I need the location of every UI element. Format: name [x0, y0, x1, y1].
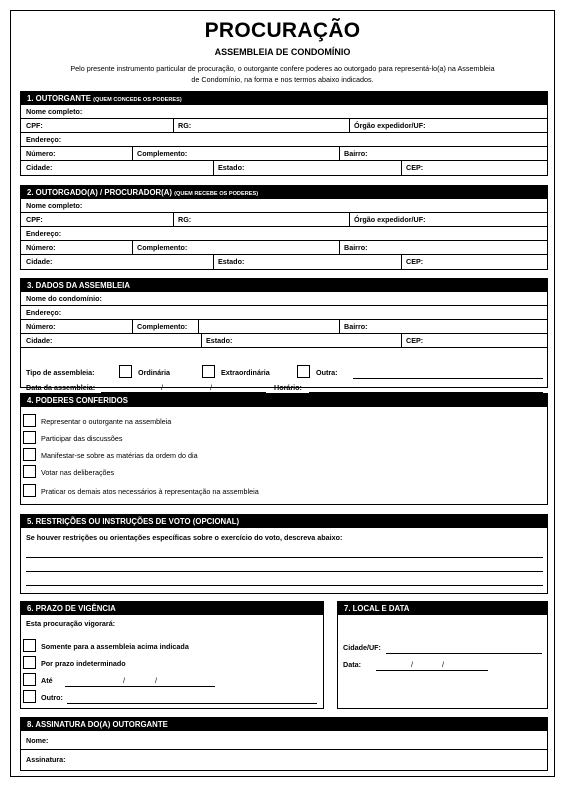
label-somente-assembleia: Somente para a assembleia acima indicada	[41, 642, 189, 651]
section-prazo-vigencia	[20, 601, 324, 709]
label-numero: Número:	[26, 243, 56, 252]
restricoes-line[interactable]	[26, 557, 543, 558]
section-outorgante	[20, 91, 548, 176]
label-cep: CEP:	[406, 336, 424, 345]
row-endereco[interactable]	[21, 306, 547, 320]
section-note: (QUEM CONCEDE OS PODERES)	[93, 97, 182, 103]
label-endereco: Endereço:	[26, 229, 62, 238]
row-numero[interactable]	[21, 241, 547, 255]
label-cidade: Cidade:	[26, 163, 53, 172]
label-numero: Número:	[26, 322, 56, 331]
section-header	[21, 186, 547, 199]
page-title: PROCURAÇÃO	[204, 19, 361, 42]
checkbox-outra[interactable]	[297, 365, 310, 378]
label-estado: Estado:	[218, 257, 245, 266]
row-endereco[interactable]	[21, 133, 547, 147]
label-nome: Nome:	[26, 736, 49, 745]
label-estado: Estado:	[206, 336, 233, 345]
label-nome-condominio: Nome do condomínio:	[26, 294, 102, 303]
checkbox-prazo-indeterminado[interactable]	[23, 656, 36, 669]
poder-label: Representar o outorgante na assembleia	[41, 417, 172, 426]
row-cidade[interactable]	[21, 334, 547, 348]
label-cidade: Cidade:	[26, 257, 53, 266]
date-separator: /	[155, 676, 157, 685]
label-complemento: Complemento:	[137, 243, 188, 252]
checkbox-ate[interactable]	[23, 673, 36, 686]
row-cidade[interactable]	[21, 161, 547, 175]
label-nome-completo: Nome completo:	[26, 201, 83, 210]
checkbox-poder[interactable]	[23, 431, 36, 444]
label-data-assembleia: Data da assembleia:	[26, 383, 96, 392]
date-separator: /	[210, 383, 212, 392]
label-prazo-indeterminado: Por prazo indeterminado	[41, 659, 126, 668]
date-separator: /	[442, 660, 444, 669]
section-assembleia	[20, 278, 548, 392]
label-numero: Número:	[26, 149, 56, 158]
restricoes-line[interactable]	[26, 571, 543, 572]
page-subtitle: ASSEMBLEIA DE CONDOMÍNIO	[214, 47, 351, 57]
label-cidade-uf: Cidade/UF:	[343, 643, 381, 652]
restricoes-line[interactable]	[26, 585, 543, 586]
prazo-prompt: Esta procuração vigorará:	[26, 619, 116, 628]
section-header	[21, 92, 547, 105]
section-local-data	[337, 601, 548, 709]
intro-text	[23, 64, 542, 85]
label-complemento: Complemento:	[137, 322, 188, 331]
row-nome-assinante[interactable]	[21, 731, 547, 750]
section-header: 6. PRAZO DE VIGÊNCIA	[21, 602, 323, 615]
label-endereco: Endereço:	[26, 308, 62, 317]
date-separator: /	[411, 660, 413, 669]
label-endereco: Endereço:	[26, 135, 62, 144]
row-cidade[interactable]	[21, 255, 547, 269]
row-documentos[interactable]	[21, 119, 547, 133]
checkbox-poder[interactable]	[23, 465, 36, 478]
row-numero[interactable]	[21, 320, 547, 334]
section-note: (QUEM RECEBE OS PODERES)	[174, 191, 259, 197]
section-assinatura	[20, 717, 548, 771]
label-bairro: Bairro:	[344, 149, 368, 158]
section-header: 5. RESTRIÇÕES OU INSTRUÇÕES DE VOTO (OPCIONAL)	[21, 515, 547, 528]
section-header: 8. ASSINATURA DO(A) OUTORGANTE	[21, 718, 547, 731]
label-estado: Estado:	[218, 163, 245, 172]
section-header: 7. LOCAL E DATA	[338, 602, 547, 615]
row-nome[interactable]	[21, 199, 547, 213]
checkbox-ordinaria[interactable]	[119, 365, 132, 378]
intro-line-1: Pelo presente instrumento particular de procuração, o outorgante confere poderes ao outorgado para representá-lo(a) na Assembleia	[70, 64, 495, 73]
restricoes-instruction: Se houver restrições ou orientações específicas sobre o exercício do voto, descreva abaixo:	[26, 533, 343, 542]
date-separator: /	[123, 676, 125, 685]
label-cep: CEP:	[406, 163, 424, 172]
ate-date-line[interactable]	[65, 686, 215, 687]
date-separator: /	[161, 383, 163, 392]
checkbox-poder[interactable]	[23, 484, 36, 497]
label-rg: RG:	[178, 121, 192, 130]
row-nome[interactable]	[21, 105, 547, 119]
poder-label: Manifestar-se sobre as matérias da ordem do dia	[41, 451, 198, 460]
label-cep: CEP:	[406, 257, 424, 266]
section-title: 2. OUTORGADO(A) / PROCURADOR(A)	[27, 188, 172, 197]
checkbox-poder[interactable]	[23, 448, 36, 461]
row-documentos[interactable]	[21, 213, 547, 227]
checkbox-somente-assembleia[interactable]	[23, 639, 36, 652]
label-ordinaria: Ordinária	[138, 368, 170, 377]
poder-label: Participar das discussões	[41, 434, 123, 443]
row-numero[interactable]	[21, 147, 547, 161]
row-endereco[interactable]	[21, 227, 547, 241]
label-outro: Outro:	[41, 693, 63, 702]
checkbox-extraordinaria[interactable]	[202, 365, 215, 378]
section-header: 4. PODERES CONFERIDOS	[21, 394, 547, 407]
label-data: Data:	[343, 660, 361, 669]
poder-label: Praticar os demais atos necessários à representação na assembleia	[41, 487, 259, 496]
label-orgao-expedidor: Órgão expedidor/UF:	[354, 121, 426, 130]
section-title: 1. OUTORGANTE	[27, 94, 91, 103]
label-tipo-assembleia: Tipo de assembleia:	[26, 368, 95, 377]
section-header: 3. DADOS DA ASSEMBLEIA	[21, 279, 547, 292]
label-rg: RG:	[178, 215, 192, 224]
procuracao-form	[10, 10, 555, 777]
section-poderes	[20, 393, 548, 505]
label-assinatura: Assinatura:	[26, 755, 66, 764]
label-cidade: Cidade:	[26, 336, 53, 345]
intro-line-2: de Condomínio, na forma e nos termos abaixo indicados.	[191, 74, 374, 84]
label-cpf: CPF:	[26, 215, 43, 224]
outra-field-line[interactable]	[353, 378, 543, 379]
label-orgao-expedidor: Órgão expedidor/UF:	[354, 215, 426, 224]
row-assinatura[interactable]	[21, 750, 547, 770]
data-line[interactable]	[376, 670, 488, 671]
cidade-uf-line[interactable]	[386, 653, 542, 654]
label-horario: Horário:	[274, 383, 302, 392]
label-cpf: CPF:	[26, 121, 43, 130]
label-nome-completo: Nome completo:	[26, 107, 83, 116]
label-bairro: Bairro:	[344, 322, 368, 331]
label-ate: Até	[41, 676, 53, 685]
row-nome-condominio[interactable]	[21, 292, 547, 306]
section-restricoes	[20, 514, 548, 594]
section-outorgado	[20, 185, 548, 270]
label-complemento: Complemento:	[137, 149, 188, 158]
checkbox-poder[interactable]	[23, 414, 36, 427]
label-bairro: Bairro:	[344, 243, 368, 252]
label-outra: Outra:	[316, 368, 338, 377]
checkbox-outro[interactable]	[23, 690, 36, 703]
label-extraordinaria: Extraordinária	[221, 368, 270, 377]
poder-label: Votar nas deliberações	[41, 468, 115, 477]
outro-field-line[interactable]	[67, 703, 317, 704]
